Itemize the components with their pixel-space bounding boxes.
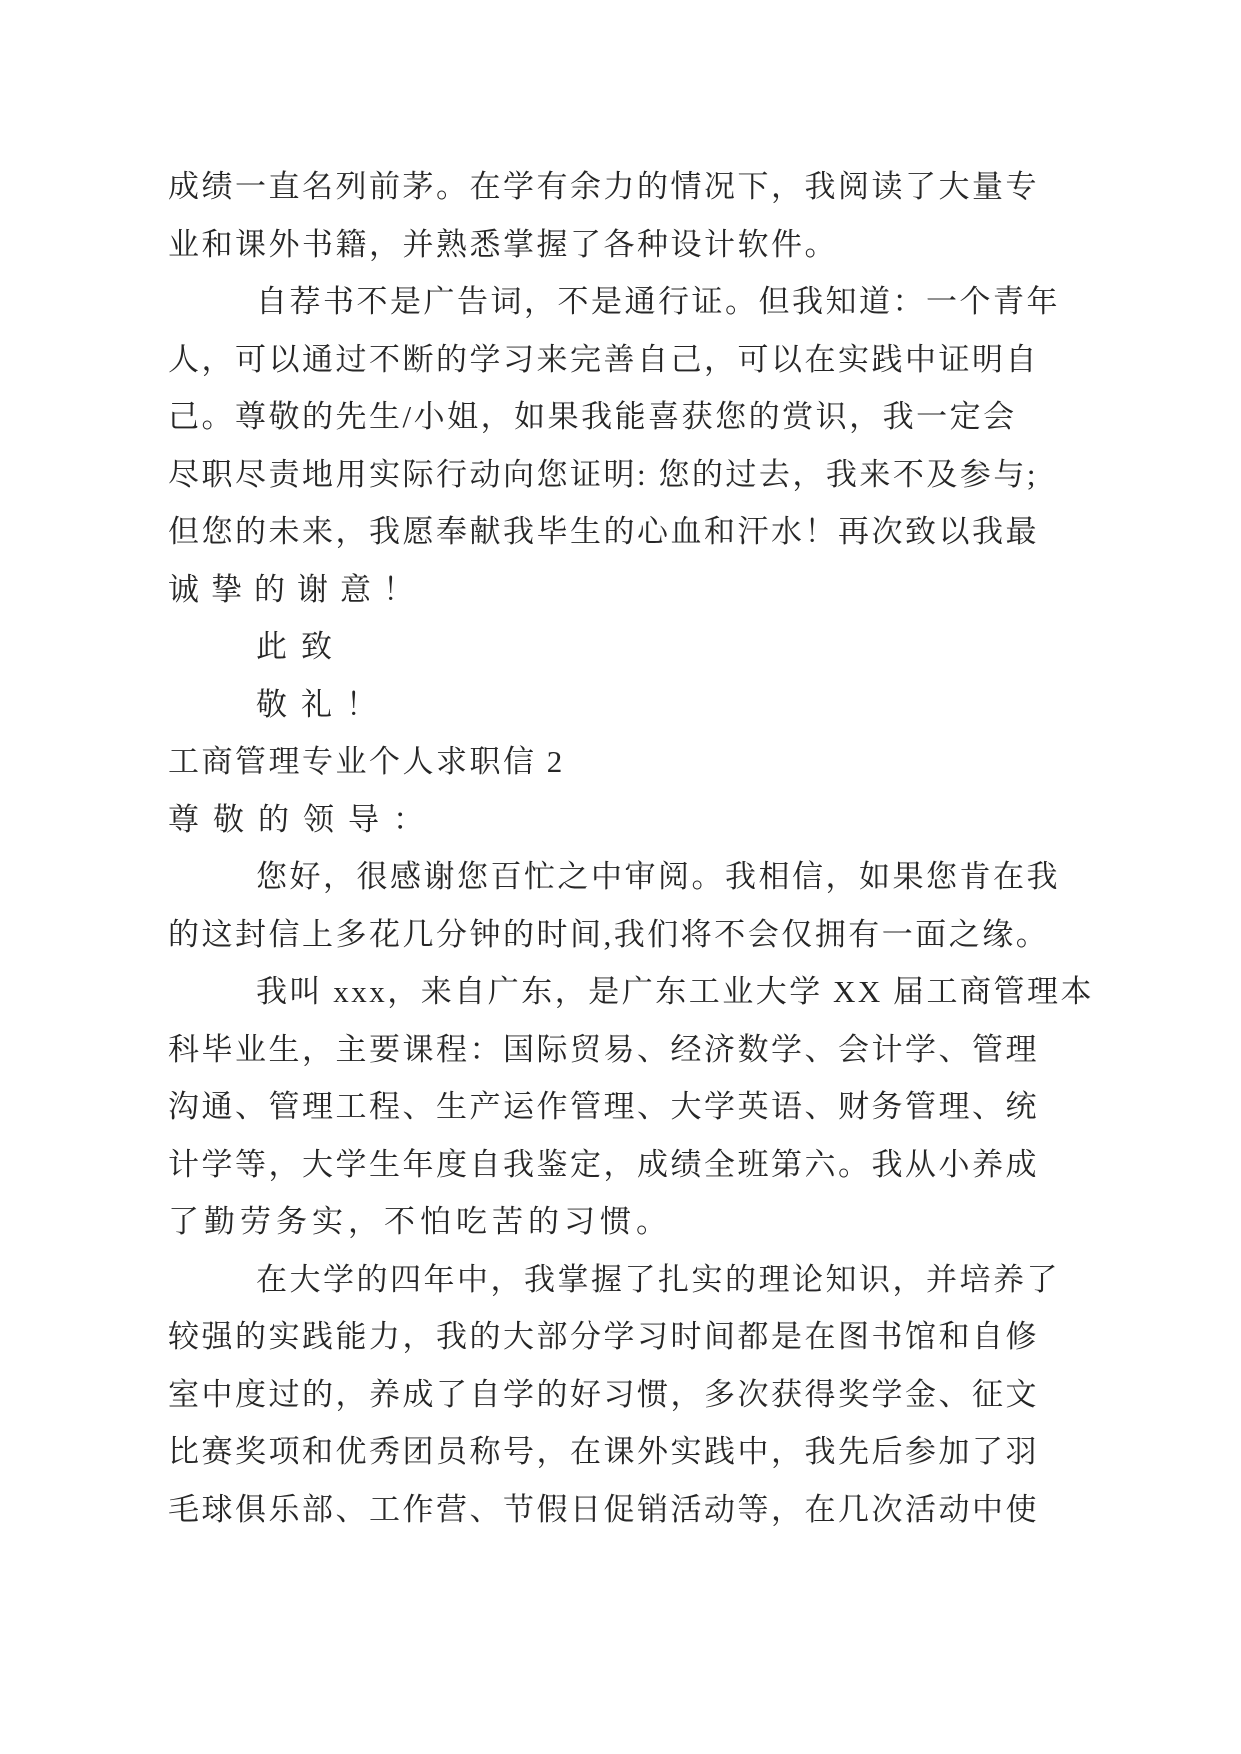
text-line: 您好，很感谢您百忙之中审阅。我相信，如果您肯在我 <box>256 859 1060 894</box>
text-line: 室中度过的，养成了自学的好习惯，多次获得奖学金、征文 <box>168 1376 1039 1412</box>
text-line: 工商管理专业个人求职信 2 <box>168 744 565 779</box>
text-line: 己。尊敬的先生/小姐，如果我能喜获您的赏识，我一定会 <box>168 399 1017 434</box>
text-line: 较强的实践能力，我的大部分学习时间都是在图书馆和自修 <box>168 1319 1039 1354</box>
text-line: 敬礼！ <box>256 686 391 722</box>
text-line: 科毕业生，主要课程：国际贸易、经济数学、会计学、管理 <box>168 1031 1039 1067</box>
text-line: 此致 <box>256 629 346 664</box>
text-line: 了勤劳务实，不怕吃苦的习惯。 <box>168 1204 672 1239</box>
text-line: 诚挚的谢意！ <box>168 571 426 607</box>
letter-body <box>168 158 1095 1538</box>
text-line: 毛球俱乐部、工作营、节假日促销活动等，在几次活动中使 <box>168 1491 1039 1527</box>
text-line: 我叫 xxx，来自广东，是广东工业大学 XX 届工商管理本 <box>256 974 1095 1009</box>
text-line: 计学等，大学生年度自我鉴定，成绩全班第六。我从小养成 <box>168 1146 1039 1182</box>
text-line: 尽职尽责地用实际行动向您证明: 您的过去，我来不及参与; <box>168 456 1038 492</box>
text-line: 成绩一直名列前茅。在学有余力的情况下，我阅读了大量专 <box>168 169 1039 204</box>
text-line: 但您的未来，我愿奉献我毕生的心血和汗水！再次致以我最 <box>168 514 1039 549</box>
text-line: 尊敬的领导： <box>168 801 438 837</box>
text-line: 自荐书不是广告词，不是通行证。但我知道：一个青年 <box>256 284 1060 319</box>
text-line: 人，可以通过不断的学习来完善自己，可以在实践中证明自 <box>168 341 1039 377</box>
text-line: 业和课外书籍，并熟悉掌握了各种设计软件。 <box>168 226 838 262</box>
text-line: 的这封信上多花几分钟的时间,我们将不会仅拥有一面之缘。 <box>168 916 1050 952</box>
text-line: 在大学的四年中，我掌握了扎实的理论知识，并培养了 <box>256 1261 1060 1297</box>
text-line: 比赛奖项和优秀团员称号，在课外实践中，我先后参加了羽 <box>168 1434 1039 1469</box>
text-line: 沟通、管理工程、生产运作管理、大学英语、财务管理、统 <box>168 1089 1039 1124</box>
